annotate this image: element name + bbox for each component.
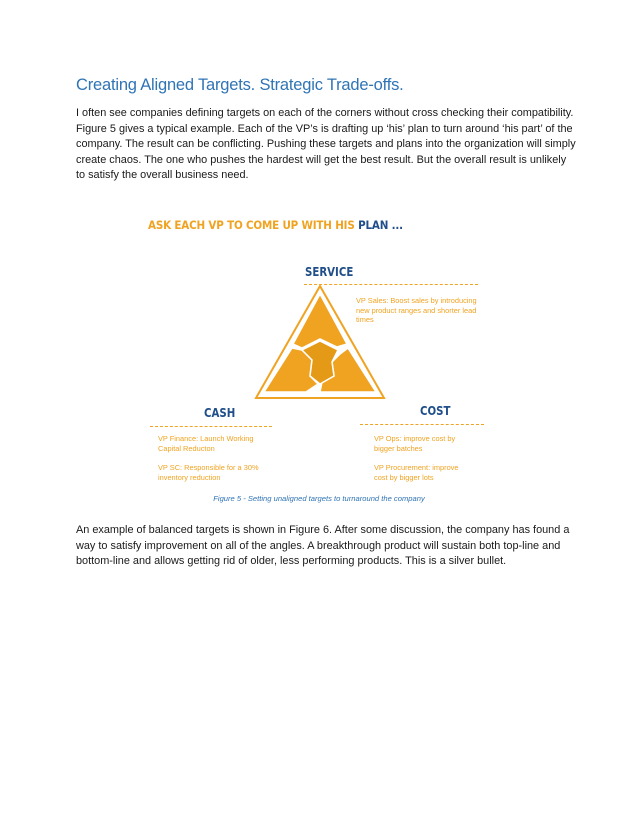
cash-note-sc: VP SC: Responsible for a 30% inventory reduction — [158, 463, 259, 482]
cost-divider — [360, 424, 484, 425]
cash-label: CASH — [204, 406, 236, 420]
body-paragraph: An example of balanced targets is shown in Figure 6. After some discussion, the company has found a way to satisfy improvement on all of the angles. A breakthrough product will sustain both top-line and bottom-line and allows getting rid of older, less performing products. This is a silver bullet. — [76, 524, 570, 568]
figure-title-highlight: PLAN ... — [358, 218, 403, 232]
pyramid-diagram — [254, 284, 386, 400]
figure-title-text: ASK EACH VP TO COME UP WITH HIS — [148, 218, 359, 232]
service-note: VP Sales: Boost sales by introducing new product ranges and shorter lead times — [356, 296, 477, 325]
cash-note-finance: VP Finance: Launch Working Capital Reducton — [158, 434, 254, 453]
section-heading: Creating Aligned Targets. Strategic Trade-offs. — [76, 76, 404, 94]
service-label: SERVICE — [305, 265, 354, 279]
figure-title — [148, 218, 403, 232]
figure-caption: Figure 5 - Setting unaligned targets to turnaround the company — [213, 494, 425, 503]
body-paragraph: I often see companies defining targets on each of the corners without cross checking their compatibility. Figure 5 gives a typical example. Each of the VP’s is drafting up ‘his’ plan to turn around ‘his part’ of the company. The result can be conflicting. Pushing these targets and plans into the organization will simply create chaos. The one who pushes the hardest will get the best result. But the overall result is unlikely to satisfy the overall business need. — [76, 107, 576, 182]
cost-label: COST — [420, 404, 451, 418]
cost-note-ops: VP Ops: improve cost by bigger batches — [374, 434, 456, 453]
cash-divider — [150, 426, 272, 427]
cost-note-procurement: VP Procurement: improve cost by bigger lots — [374, 463, 459, 482]
